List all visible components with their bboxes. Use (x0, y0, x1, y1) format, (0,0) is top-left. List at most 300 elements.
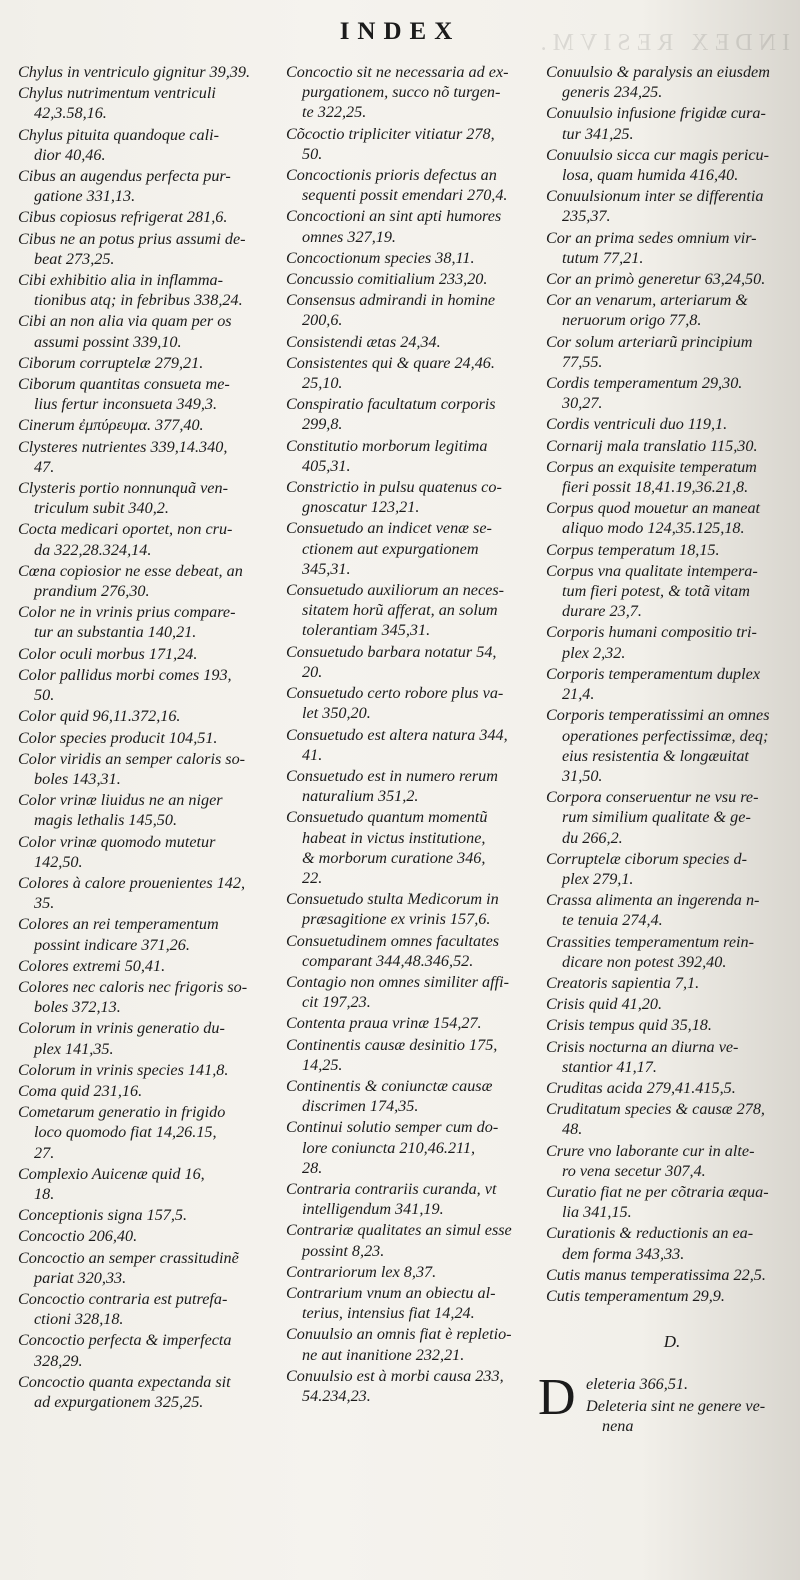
index-entry (18, 1330, 276, 1370)
index-entry (546, 498, 798, 538)
entry-continuation-line: losa, quam humida 416,40. (562, 166, 739, 185)
index-entry (286, 477, 536, 517)
entry-heading-line: Cruditas acida 279,41.415,5. (546, 1078, 736, 1097)
entry-continuation-line: dior 40,46. (34, 145, 106, 164)
entry-continuation-line: tionibus atq; in febribus 338,24. (34, 291, 243, 310)
entry-continuation-line: plex 279,1. (562, 869, 634, 888)
entry-heading-line: Concoctio contraria est putrefa- (18, 1289, 228, 1308)
index-entry (286, 1035, 536, 1075)
entry-continuation-line: præsagitione ex vrinis 157,6. (302, 910, 491, 929)
entry-continuation-line: fieri possit 18,41.19,36.21,8. (562, 478, 749, 497)
entry-heading-line: Complexio Auicenæ quid 16, (18, 1164, 205, 1183)
entry-continuation-line: intelligendum 341,19. (302, 1200, 444, 1219)
entry-continuation-line: 48. (562, 1120, 583, 1139)
index-entry (546, 1286, 798, 1306)
index-entry (546, 332, 798, 372)
entry-heading-line: Consuetudo quantum momentũ (286, 808, 488, 827)
entry-heading-line: Continentis & coniunctæ causæ (286, 1076, 493, 1095)
entry-heading-line: Color species producit 104,51. (18, 728, 218, 747)
index-entry (286, 1220, 536, 1260)
entry-heading-line: Curatio fiat ne per cõtraria æqua- (546, 1182, 769, 1201)
entry-heading-line: Corporis temperamentum duplex (546, 664, 761, 683)
index-entry (18, 207, 276, 227)
entry-continuation-line: triculum subit 340,2. (34, 499, 169, 518)
index-entry (286, 269, 536, 289)
index-entry (18, 229, 276, 269)
index-entry (546, 622, 798, 662)
index-entry (586, 1396, 798, 1436)
entry-heading-line: Concoctio 206,40. (18, 1227, 138, 1246)
entry-continuation-line: gnoscatur 123,21. (302, 498, 420, 517)
entry-heading-line: Cruditatum species & causæ 278, (546, 1100, 765, 1119)
bleed-through-text: INDEX RESIVM. (534, 30, 790, 56)
index-entry (286, 1076, 536, 1116)
entry-continuation-line: ctioni 328,18. (34, 1310, 124, 1329)
index-entry (18, 519, 276, 559)
entry-heading-line: Constitutio morborum legitima (286, 436, 488, 455)
entry-heading-line: Curationis & reductionis an ea- (546, 1224, 754, 1243)
index-entry (18, 1081, 276, 1101)
index-entry (18, 311, 276, 351)
entry-heading-line: Color oculi morbus 171,24. (18, 644, 198, 663)
index-entry (286, 807, 536, 888)
entry-heading-line: Cibus copiosus refrigerat 281,6. (18, 208, 228, 227)
index-entry (18, 1289, 276, 1329)
entry-heading-line: Conspiratio facultatum corporis (286, 395, 496, 414)
entry-continuation-line: purgationem, succo nõ turgen- (302, 83, 501, 102)
entry-heading-line: Cor solum arteriarũ principium (546, 332, 753, 351)
entry-heading-line: Cometarum generatio in frigido (18, 1103, 226, 1122)
index-entry (18, 1248, 276, 1288)
entry-heading-line: Conceptionis signa 157,5. (18, 1206, 188, 1225)
index-entry (18, 873, 276, 913)
entry-heading-line: Conuulsio infusione frigidæ cura- (546, 104, 766, 123)
entry-continuation-line: 235,37. (562, 207, 611, 226)
entry-continuation-line: stantior 41,17. (562, 1057, 657, 1076)
entry-continuation-line: ctionem aut expurgationem (302, 539, 479, 558)
entry-heading-line: Concoctio an semper crassitudinẽ (18, 1248, 239, 1267)
index-entry (18, 125, 276, 165)
index-entry (286, 1179, 536, 1219)
entry-heading-line: Corpus an exquisite temperatum (546, 457, 757, 476)
entry-heading-line: Cibus an augendus perfecta pur- (18, 167, 231, 186)
entry-continuation-line: plex 2,32. (562, 643, 626, 662)
entry-heading-line: Crassa alimenta an ingerenda n- (546, 891, 760, 910)
index-entry (18, 956, 276, 976)
entry-heading-line: Coma quid 231,16. (18, 1081, 143, 1100)
entry-heading-line: Cibus ne an potus prius assumi de- (18, 229, 246, 248)
entry-heading-line: Consuetudo est in numero rerum (286, 766, 498, 785)
index-entry (586, 1374, 798, 1394)
entry-heading-line: Conuulsio & paralysis an eiusdem (546, 63, 770, 81)
entry-heading-line: Clysteris portio nonnunquã ven- (18, 479, 228, 498)
index-entry (286, 1262, 536, 1282)
index-entry (286, 1117, 536, 1178)
index-entry (546, 186, 798, 226)
entry-heading-line: Consistentes qui & quare 24,46. (286, 353, 495, 372)
entry-heading-line: Color quid 96,11.372,16. (18, 707, 181, 726)
entry-heading-line: Crure vno laborante cur in alte- (546, 1141, 755, 1160)
entry-continuation-line: generis 234,25. (562, 83, 663, 102)
entry-continuation-line: dicare non potest 392,40. (562, 952, 727, 971)
entry-continuation-line: 50. (302, 144, 323, 163)
entry-heading-line: Consuetudo an indicet venæ se- (286, 519, 492, 538)
index-entry (546, 1265, 798, 1285)
entry-heading-line: Color vrinæ liuidus ne an niger (18, 791, 223, 810)
index-entry (286, 332, 536, 352)
entry-continuation-line: 28. (302, 1158, 323, 1177)
index-column-1 (18, 62, 276, 1413)
index-entry (546, 540, 798, 560)
entry-continuation-line: & morborum curatione 346, (302, 848, 486, 867)
entry-heading-line: Conuulsio an omnis fiat è repletio- (286, 1325, 512, 1344)
entry-continuation-line: plex 141,35. (34, 1039, 114, 1058)
index-entry (286, 972, 536, 1012)
entry-heading-line: Color pallidus morbi comes 193, (18, 665, 232, 684)
entry-heading-line: Corporis temperatissimi an omnes (546, 706, 770, 725)
index-entry (286, 580, 536, 641)
entry-heading-line: Contenta praua vrinæ 154,27. (286, 1014, 482, 1033)
index-entry (286, 248, 536, 268)
entry-continuation-line: ro vena secetur 307,4. (562, 1161, 706, 1180)
index-entry (18, 1372, 276, 1412)
index-entry (18, 374, 276, 414)
index-entry (546, 103, 798, 143)
entry-continuation-line: 299,8. (302, 415, 343, 434)
index-entry (286, 1324, 536, 1364)
index-entry (18, 437, 276, 477)
index-entry (18, 415, 276, 435)
index-entry (546, 145, 798, 185)
index-entry (18, 832, 276, 872)
entry-continuation-line: 328,29. (34, 1351, 83, 1370)
entry-continuation-line: durare 23,7. (562, 602, 642, 621)
entry-heading-line: Colores an rei temperamentum (18, 915, 219, 934)
entry-continuation-line: tutum 77,21. (562, 248, 644, 267)
entry-heading-line: Contrariæ qualitates an simul esse (286, 1221, 512, 1240)
entry-continuation-line: 18. (34, 1184, 55, 1203)
index-entry (18, 602, 276, 642)
entry-continuation-line: loco quomodo fiat 14,26.15, (34, 1123, 217, 1142)
entry-continuation-line: neruorum origo 77,8. (562, 311, 702, 330)
entry-continuation-line: dem forma 343,33. (562, 1244, 685, 1263)
entry-continuation-line: habeat in victus institutione, (302, 828, 486, 847)
entry-continuation-line: aliquo modo 124,35.125,18. (562, 519, 745, 538)
entry-heading-line: Concoctionum species 38,11. (286, 248, 475, 267)
section-heading-d: D. (663, 1332, 681, 1352)
index-entry (546, 787, 798, 848)
entry-continuation-line: naturalium 351,2. (302, 787, 419, 806)
drop-cap-letter: D (538, 1369, 576, 1427)
entry-continuation-line: prandium 276,30. (34, 582, 150, 601)
entry-continuation-line: 405,31. (302, 456, 351, 475)
entry-continuation-line: 27. (34, 1143, 55, 1162)
entry-continuation-line: boles 372,13. (34, 998, 121, 1017)
index-entry (546, 1099, 798, 1139)
index-entry (546, 664, 798, 704)
entry-continuation-line: pariat 320,33. (34, 1268, 127, 1287)
entry-heading-line: Cocta medicari oportet, non cru- (18, 520, 233, 539)
entry-continuation-line: 200,6. (302, 311, 343, 330)
index-entry (286, 766, 536, 806)
entry-heading-line: Cœna copiosior ne esse debeat, an (18, 561, 243, 580)
index-entry (18, 1018, 276, 1058)
entry-heading-line: Conuulsio est à morbi causa 233, (286, 1366, 504, 1385)
index-entry (286, 642, 536, 682)
entry-continuation-line: tum fieri potest, & totã vitam (562, 582, 750, 601)
entry-heading-line: Chylus pituita quandoque cali- (18, 125, 219, 144)
index-entry (286, 206, 536, 246)
index-entry (546, 932, 798, 972)
index-entry (286, 290, 536, 330)
index-entry (546, 1223, 798, 1263)
index-entry (18, 665, 276, 705)
entry-continuation-line: gatione 331,13. (34, 187, 136, 206)
index-entry (286, 931, 536, 971)
entry-heading-line: Corruptelæ ciborum species d- (546, 849, 747, 868)
index-entry (546, 62, 798, 102)
entry-continuation-line: operationes perfectissimæ, deq; (562, 726, 769, 745)
entry-heading-line: Crisis nocturna an diurna ve- (546, 1037, 739, 1056)
entry-continuation-line: ad expurgationem 325,25. (34, 1393, 204, 1411)
entry-continuation-line: omnes 327,19. (302, 227, 396, 246)
index-entry (546, 1037, 798, 1077)
entry-heading-line: Concoctio sit ne necessaria ad ex- (286, 63, 509, 81)
entry-continuation-line: nena (602, 1416, 634, 1435)
entry-heading-line: Corpus quod mouetur an maneat (546, 499, 761, 518)
entry-continuation-line: 77,55. (562, 352, 603, 371)
entry-continuation-line: 20. (302, 662, 323, 681)
index-entry (18, 977, 276, 1017)
entry-continuation-line: 25,10. (302, 374, 343, 393)
entry-heading-line: Cor an venarum, arteriarum & (546, 291, 748, 310)
entry-continuation-line: discrimen 174,35. (302, 1097, 419, 1116)
entry-heading-line: Corporis humani compositio tri- (546, 623, 757, 642)
index-entry (286, 683, 536, 723)
entry-continuation-line: 22. (302, 868, 323, 887)
entry-continuation-line: tur 341,25. (562, 124, 634, 143)
entry-continuation-line: ne aut inanitione 232,21. (302, 1345, 465, 1364)
entry-continuation-line: da 322,28.324,14. (34, 540, 152, 559)
entry-continuation-line: sitatem horũ afferat, an solum (302, 601, 498, 620)
index-entry (18, 749, 276, 789)
entry-heading-line: Continentis causæ desinitio 175, (286, 1035, 498, 1054)
entry-heading-line: Concoctio quanta expectanda sit (18, 1372, 231, 1391)
entry-heading-line: Conuulsio sicca cur magis pericu- (546, 145, 770, 164)
entry-heading-line: Colorum in vrinis generatio du- (18, 1019, 225, 1038)
entry-continuation-line: 50. (34, 686, 55, 705)
entry-heading-line: Contrariorum lex 8,37. (286, 1262, 437, 1281)
entry-heading-line: Cutis manus temperatissima 22,5. (546, 1265, 766, 1284)
entry-continuation-line: lius fertur inconsueta 349,3. (34, 395, 218, 414)
index-entry (546, 705, 798, 786)
index-entry (546, 290, 798, 330)
entry-heading-line: eleteria 366,51. (586, 1375, 689, 1394)
entry-continuation-line: te tenuia 274,4. (562, 911, 663, 930)
entry-heading-line: Contrarium vnum an obiectu al- (286, 1283, 496, 1302)
entry-continuation-line: 142,50. (34, 852, 83, 871)
index-entry (546, 373, 798, 413)
index-entry (18, 1060, 276, 1080)
index-entry (286, 518, 536, 579)
entry-heading-line: Corpus vna qualitate intempera- (546, 561, 758, 580)
entry-heading-line: Cutis temperamentum 29,9. (546, 1286, 725, 1305)
index-entry (18, 478, 276, 518)
index-entry (546, 973, 798, 993)
entry-heading-line: Corpora conseruentur ne vsu re- (546, 788, 759, 807)
entry-heading-line: Chylus in ventriculo gignitur 39,39. (18, 63, 251, 81)
index-entry (286, 165, 536, 205)
entry-heading-line: Continui solutio semper cum do- (286, 1118, 499, 1137)
entry-continuation-line: 345,31. (302, 559, 351, 578)
entry-heading-line: Consuetudo barbara notatur 54, (286, 642, 497, 661)
index-entry (18, 62, 276, 82)
index-entry (286, 1283, 536, 1323)
entry-heading-line: Chylus nutrimentum ventriculi (18, 84, 216, 103)
index-entry (546, 269, 798, 289)
entry-heading-line: Conuulsionum inter se differentia (546, 187, 764, 206)
index-entry (18, 728, 276, 748)
index-entry (286, 394, 536, 434)
entry-continuation-line: beat 273,25. (34, 249, 115, 268)
entry-heading-line: Ciborum corruptelæ 279,21. (18, 353, 204, 372)
index-entry (286, 124, 536, 164)
entry-heading-line: Crisis tempus quid 35,18. (546, 1016, 712, 1035)
entry-heading-line: Consuetudo certo robore plus va- (286, 684, 504, 703)
entry-heading-line: Cornarij mala translatio 115,30. (546, 436, 758, 455)
entry-continuation-line: 54.234,23. (302, 1387, 371, 1405)
entry-heading-line: Consistendi ætas 24,34. (286, 332, 441, 351)
entry-heading-line: Cordis temperamentum 29,30. (546, 374, 743, 393)
entry-continuation-line: boles 143,31. (34, 769, 121, 788)
entry-heading-line: Color viridis an semper caloris so- (18, 749, 246, 768)
entry-heading-line: Corpus temperatum 18,15. (546, 540, 720, 559)
index-entry (286, 436, 536, 476)
entry-continuation-line: 47. (34, 457, 55, 476)
entry-heading-line: Cibi exhibitio alia in inflamma- (18, 271, 224, 290)
entry-continuation-line: magis lethalis 145,50. (34, 811, 177, 830)
index-entry (18, 1102, 276, 1163)
entry-continuation-line: te 322,25. (302, 103, 367, 122)
index-entry (18, 790, 276, 830)
index-entry (546, 1078, 798, 1098)
entry-continuation-line: du 266,2. (562, 828, 623, 847)
index-entry (546, 994, 798, 1014)
entry-continuation-line: cit 197,23. (302, 993, 371, 1012)
entry-continuation-line: lia 341,15. (562, 1203, 632, 1222)
index-column-2 (286, 62, 536, 1407)
index-column-3 (538, 62, 798, 1437)
entry-continuation-line: 31,50. (562, 766, 603, 785)
index-entry (18, 1164, 276, 1204)
entry-continuation-line: tur an substantia 140,21. (34, 623, 197, 642)
entry-heading-line: Cõcoctio tripliciter vitiatur 278, (286, 124, 495, 143)
index-entry (546, 890, 798, 930)
entry-heading-line: Consuetudo est altera natura 344, (286, 725, 508, 744)
entry-heading-line: Constrictio in pulsu quatenus co- (286, 478, 502, 497)
entry-continuation-line: 30,27. (562, 394, 603, 413)
index-entry (546, 849, 798, 889)
entry-heading-line: Cibi an non alia via quam per os (18, 312, 232, 331)
index-entry (18, 914, 276, 954)
page-header (0, 18, 800, 46)
entry-heading-line: Concoctioni an sint apti humores (286, 207, 502, 226)
entry-heading-line: Consuetudo stulta Medicorum in (286, 890, 499, 909)
index-entry (286, 1366, 536, 1406)
entry-heading-line: Cor an primò generetur 63,24,50. (546, 270, 766, 289)
index-entry (18, 706, 276, 726)
index-entry (546, 561, 798, 622)
entry-heading-line: Consuetudo auxiliorum an neces- (286, 581, 505, 600)
index-entry (286, 889, 536, 929)
entry-continuation-line: 35. (34, 894, 55, 913)
entry-heading-line: Colores nec caloris nec frigoris so- (18, 977, 248, 996)
entry-heading-line: Crisis quid 41,20. (546, 995, 663, 1014)
entry-heading-line: Creatoris sapientia 7,1. (546, 973, 700, 992)
section-d-entries (538, 1369, 798, 1436)
index-entry (546, 228, 798, 268)
entry-heading-line: Ciborum quantitas consueta me- (18, 375, 230, 394)
entry-heading-line: Cinerum ἐμπύρευμα. 377,40. (18, 416, 204, 435)
index-entry (546, 414, 798, 434)
index-entry (18, 353, 276, 373)
entry-continuation-line: rum similium qualitate & ge- (562, 808, 751, 827)
index-entry (18, 270, 276, 310)
entry-heading-line: Clysteres nutrientes 339,14.340, (18, 437, 228, 456)
index-entry (18, 561, 276, 601)
entry-heading-line: Contagio non omnes similiter affi- (286, 972, 510, 991)
entry-continuation-line: 42,3.58,16. (34, 104, 107, 123)
index-entry (546, 1141, 798, 1181)
entry-heading-line: Concoctio perfecta & imperfecta (18, 1331, 232, 1350)
index-entry (286, 62, 536, 123)
entry-continuation-line: possint 8,23. (302, 1241, 385, 1260)
entry-continuation-line: tolerantiam 345,31. (302, 621, 431, 640)
entry-heading-line: Contraria contrariis curanda, vt (286, 1179, 497, 1198)
entry-heading-line: Consuetudinem omnes facultates (286, 931, 500, 950)
entry-heading-line: Color ne in vrinis prius compare- (18, 603, 236, 622)
entry-continuation-line: comparant 344,48.346,52. (302, 951, 474, 970)
index-entry (546, 1015, 798, 1035)
index-entry (18, 83, 276, 123)
index-entry (286, 725, 536, 765)
page-title: INDEX (339, 18, 461, 45)
index-entry (546, 1182, 798, 1222)
entry-heading-line: Colores extremi 50,41. (18, 956, 166, 975)
entry-continuation-line: possint indicare 371,26. (34, 935, 190, 954)
entry-heading-line: Cor an prima sedes omnium vir- (546, 228, 757, 247)
entry-continuation-line: terius, intensius fiat 14,24. (302, 1304, 475, 1323)
entry-heading-line: Cordis ventriculi duo 119,1. (546, 415, 728, 434)
entry-continuation-line: assumi possint 339,10. (34, 332, 182, 351)
entry-heading-line: Deleteria sint ne genere ve- (586, 1396, 766, 1415)
index-entry (286, 1013, 536, 1033)
entry-continuation-line: let 350,20. (302, 704, 371, 723)
index-entry (18, 166, 276, 206)
index-entry (546, 457, 798, 497)
entry-heading-line: Concussio comitialium 233,20. (286, 270, 488, 289)
entry-heading-line: Colorum in vrinis species 141,8. (18, 1060, 229, 1079)
index-entry (18, 1205, 276, 1225)
entry-heading-line: Concoctionis prioris defectus an (286, 166, 497, 185)
index-entry (546, 436, 798, 456)
entry-continuation-line: eius resistentia & longæuitat (562, 746, 749, 765)
entry-heading-line: Consensus admirandi in homine (286, 291, 496, 310)
entry-heading-line: Color vrinæ quomodo mutetur (18, 832, 216, 851)
index-entry (18, 1226, 276, 1246)
entry-continuation-line: 14,25. (302, 1055, 343, 1074)
entry-continuation-line: sequenti possit emendari 270,4. (302, 186, 508, 205)
